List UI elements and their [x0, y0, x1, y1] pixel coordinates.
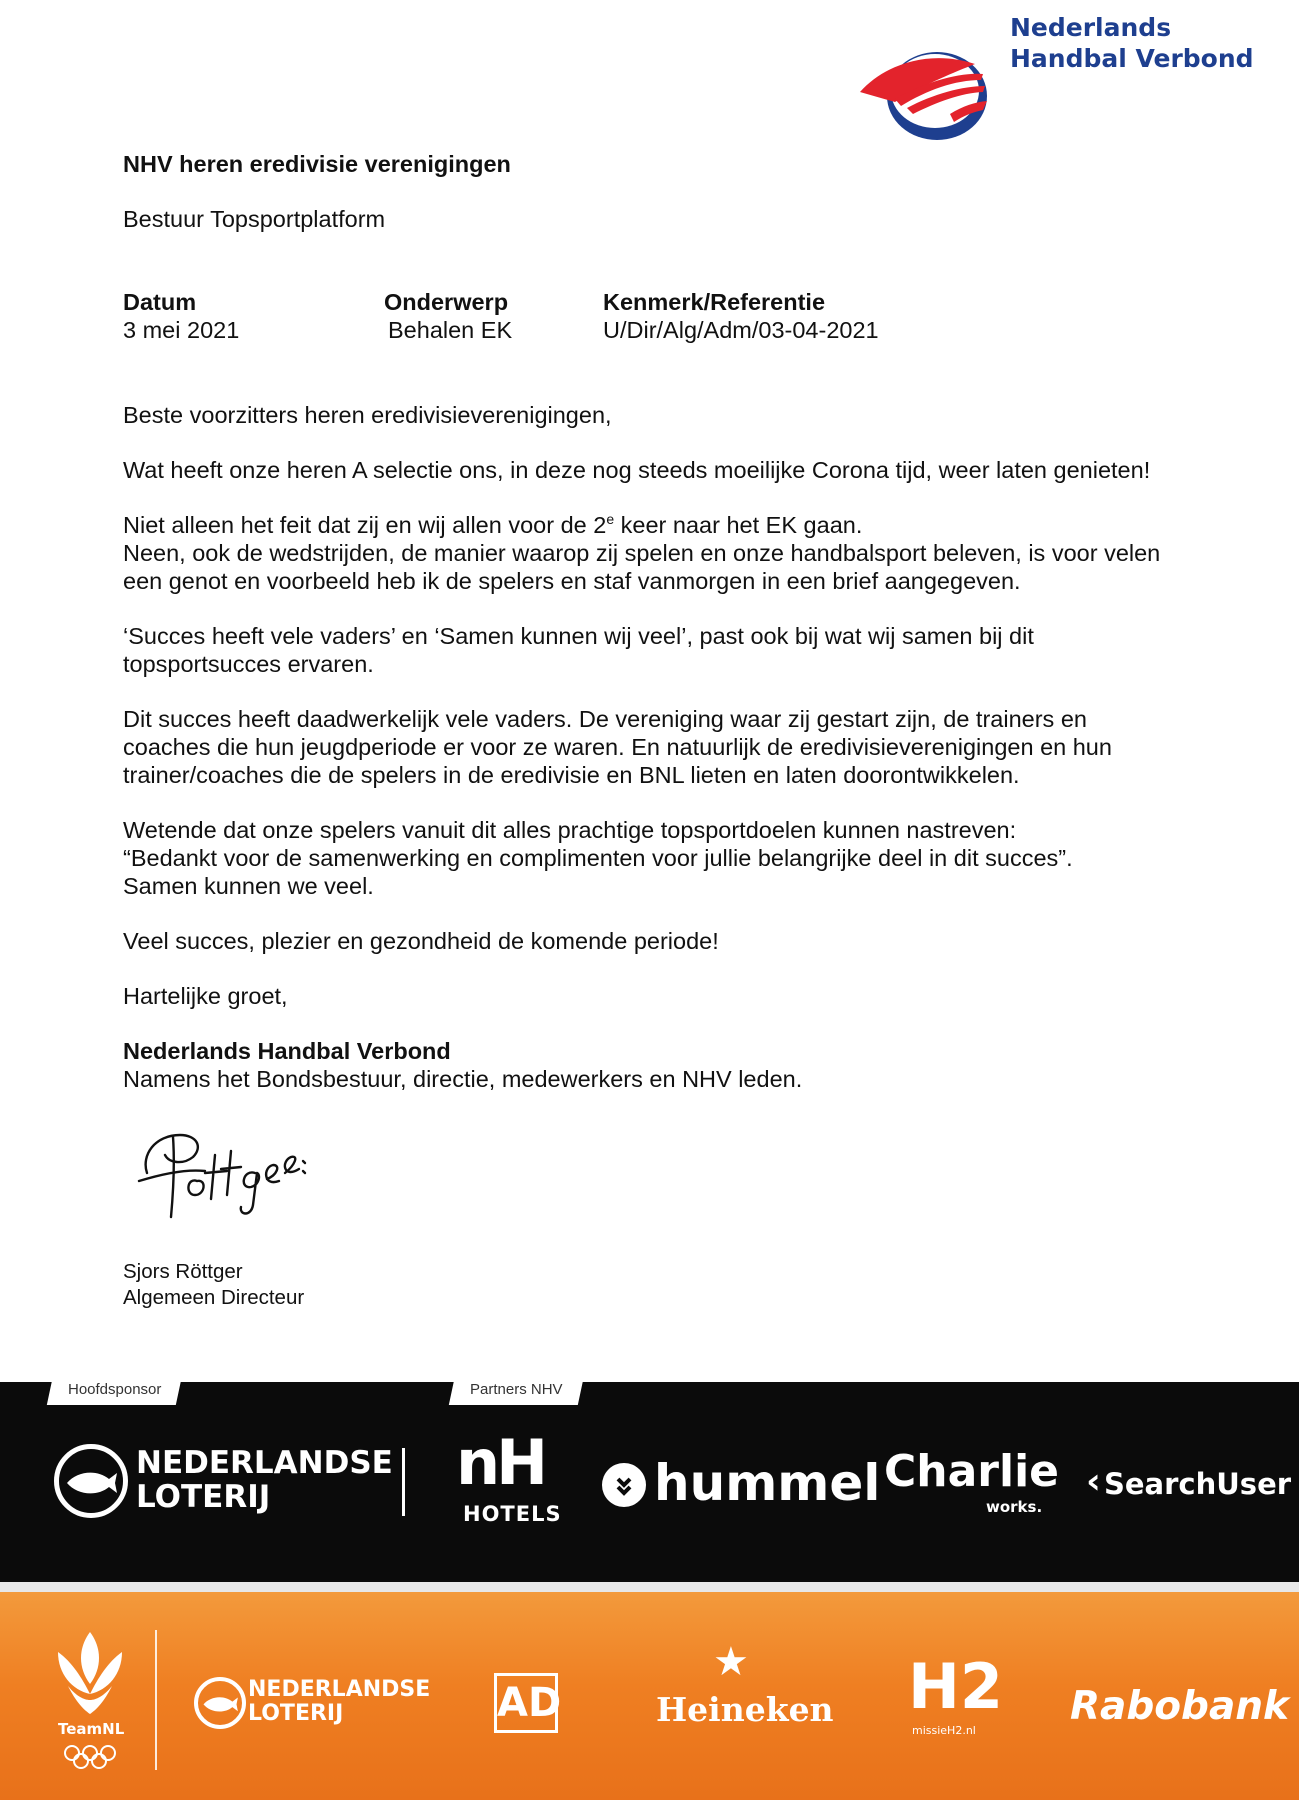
paragraph-2b: Neen, ook de wedstrijden, de manier waarop zij spelen en onze handbalsport beleven, is voor velen een genot en voorbeeld heb ik de spelers en staf vanmorgen in een brief aangegeven.	[123, 540, 1161, 594]
loterij2-line2: LOTERIJ	[248, 1701, 344, 1726]
closing: Hartelijke groet,	[123, 983, 288, 1009]
nhv-logo	[855, 6, 1275, 146]
teamnl-flame-icon	[48, 1628, 132, 1718]
reference-value: U/Dir/Alg/Adm/03-04-2021	[603, 317, 879, 343]
sender-line: Namens het Bondsbestuur, directie, medewerkers en NHV leden.	[123, 1066, 803, 1092]
date-value: 3 mei 2021	[123, 317, 240, 343]
loterij-line1: NEDERLANDSE	[136, 1445, 393, 1481]
sponsor-band-divider	[0, 1582, 1299, 1592]
nederlandse-loterij-logo-2	[248, 1678, 430, 1726]
subject-label: Onderwerp	[384, 289, 509, 315]
handwritten-signature	[135, 1125, 315, 1230]
letter	[123, 150, 1163, 1093]
paragraph-6: Veel succes, plezier en gezondheid de komende periode!	[123, 928, 719, 954]
paragraph-2-text-end: keer naar het EK gaan.	[614, 512, 863, 538]
rabobank-logo: Rabobank	[1070, 1684, 1289, 1729]
partners-tab: Partners NHV	[449, 1375, 584, 1405]
signer-name: Sjors Röttger	[123, 1260, 243, 1283]
hummel-icon	[602, 1463, 646, 1507]
nh-hotels-sub: HOTELS	[463, 1502, 562, 1526]
paragraph-1: Wat heeft onze heren A selectie ons, in deze nog steeds moeilijke Corona tijd, weer laten genieten!	[123, 457, 1151, 483]
letter-meta	[123, 288, 1163, 348]
heineken-star-icon: ★	[713, 1639, 749, 1685]
hummel-logo: hummel	[654, 1454, 881, 1512]
paragraph-2	[123, 511, 1163, 539]
sponsor-divider	[402, 1448, 405, 1516]
paragraph-2-text: Niet alleen het feit dat zij en wij allen voor de 2	[123, 512, 607, 538]
h2-sub: missieH2.nl	[912, 1724, 976, 1737]
h2-logo: H2	[908, 1650, 1004, 1723]
ad-logo: AD	[494, 1673, 558, 1733]
org-name	[1010, 12, 1254, 74]
nh-hotels-logo: nH	[456, 1426, 545, 1499]
sender-org: Nederlands Handbal Verbond	[123, 1038, 451, 1064]
superscript: e	[606, 511, 615, 528]
org-name-line1: Nederlands	[1010, 13, 1172, 42]
handball-logo-icon	[855, 44, 1005, 144]
heineken-logo: Heineken	[656, 1690, 834, 1729]
loterij-line2: LOTERIJ	[136, 1479, 271, 1515]
teamnl-label: TeamNL	[58, 1720, 125, 1738]
loterij-fish-icon-2	[194, 1677, 246, 1729]
olympic-rings-icon	[62, 1744, 118, 1774]
salutation: Beste voorzitters heren eredivisieverenigingen,	[123, 402, 612, 428]
signer-block	[123, 1259, 304, 1311]
paragraph-3: ‘Succes heeft vele vaders’ en ‘Samen kunnen wij veel’, past ook bij wat wij samen bij dit topsportsucces ervaren.	[123, 623, 1034, 677]
reference-label: Kenmerk/Referentie	[603, 289, 826, 315]
paragraph-5-line1: Wetende dat onze spelers vanuit dit alles prachtige topsportdoelen kunnen nastreven:	[123, 817, 1017, 843]
searchuser-chevron-icon: ‹	[1086, 1461, 1101, 1502]
paragraph-5-line2: “Bedankt voor de samenwerking en complimenten voor jullie belangrijke deel in dit succes”.	[123, 845, 1073, 871]
subject-value: Behalen EK	[388, 317, 513, 343]
nederlandse-loterij-logo	[136, 1446, 393, 1514]
recipient-line1: NHV heren eredivisie verenigingen	[123, 151, 511, 177]
loterij-fish-icon	[54, 1444, 128, 1518]
sponsor-divider-orange	[155, 1630, 157, 1770]
charlie-logo: Charlie	[884, 1446, 1060, 1497]
recipient-line2: Bestuur Topsportplatform	[123, 206, 386, 232]
searchuser-logo: SearchUser	[1104, 1467, 1292, 1501]
loterij2-line1: NEDERLANDSE	[248, 1677, 431, 1702]
org-name-line2: Handbal Verbond	[1010, 44, 1254, 73]
paragraph-4: Dit succes heeft daadwerkelijk vele vaders. De vereniging waar zij gestart zijn, de trainers en coaches die hun jeugdperiode er voor ze waren. En natuurlijk de eredivisieverenigingen en hun trainer/coaches die de spelers in de eredivisie en BNL lieten en laten doorontwikkelen.	[123, 706, 1112, 788]
hoofdsponsor-tab: Hoofdsponsor	[47, 1375, 183, 1405]
charlie-sub: works.	[986, 1498, 1043, 1516]
signer-title: Algemeen Directeur	[123, 1286, 305, 1309]
date-label: Datum	[123, 289, 197, 315]
paragraph-5-line3: Samen kunnen we veel.	[123, 873, 374, 899]
